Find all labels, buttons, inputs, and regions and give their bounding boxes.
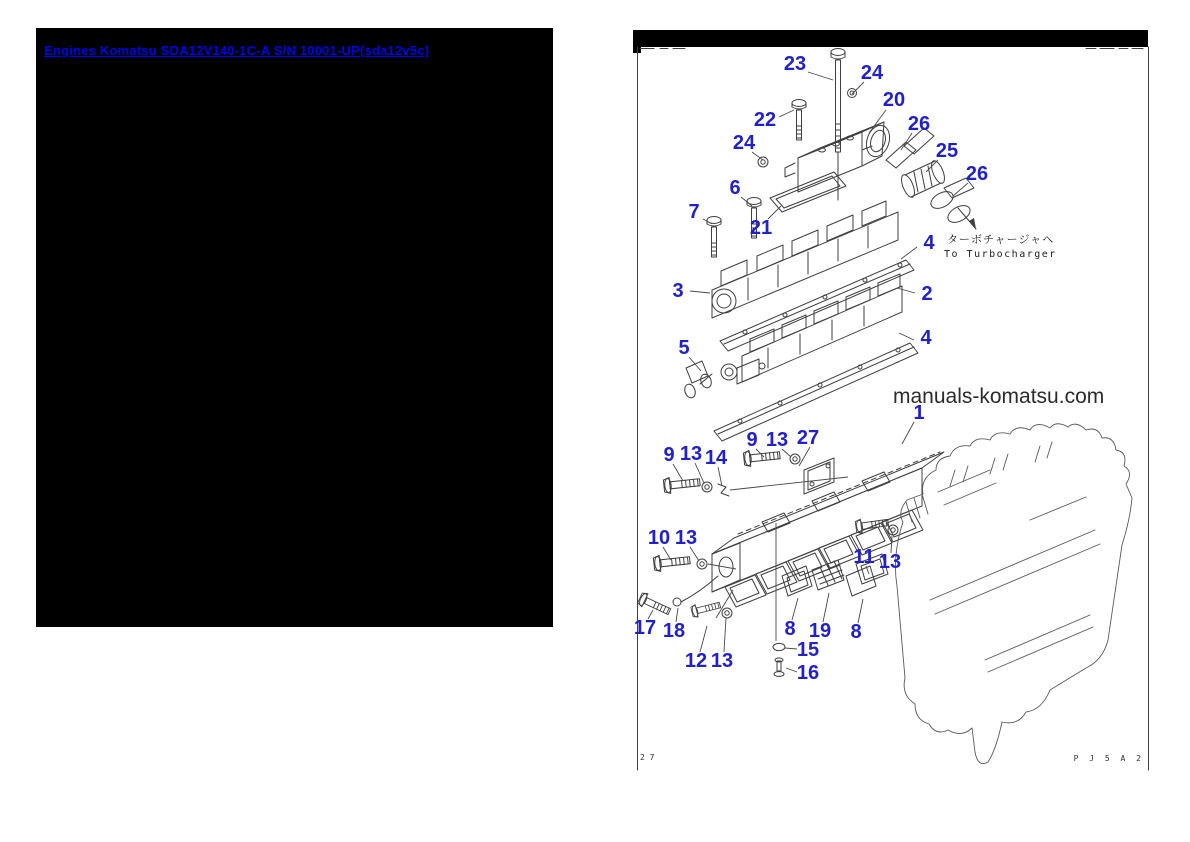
callout-17[interactable]: 17 bbox=[633, 617, 657, 639]
callout-13[interactable]: 13 bbox=[878, 551, 902, 573]
callout-13[interactable]: 13 bbox=[710, 650, 734, 672]
manual-link[interactable]: Engines Komatsu SDA12V140-1C-A S/N 10001-UP(sda12v5c) bbox=[44, 43, 430, 58]
callout-14[interactable]: 14 bbox=[704, 447, 728, 469]
callout-26[interactable]: 26 bbox=[965, 163, 989, 185]
callout-24[interactable]: 24 bbox=[732, 132, 756, 154]
callout-leader-12 bbox=[700, 626, 707, 652]
callout-13[interactable]: 13 bbox=[679, 443, 703, 465]
intake-port bbox=[725, 575, 766, 607]
callout-6[interactable]: 6 bbox=[729, 177, 741, 199]
callout-9[interactable]: 9 bbox=[663, 444, 675, 466]
callout-leader-8 bbox=[858, 599, 863, 623]
part-13-washer bbox=[790, 454, 800, 464]
part-24-washer-right bbox=[848, 89, 857, 98]
part-13-washer bbox=[722, 608, 732, 618]
doc-code: P J 5 A 2 bbox=[1073, 754, 1144, 763]
callout-11[interactable]: 11 bbox=[853, 546, 875, 568]
part-12-bolt bbox=[690, 599, 721, 618]
callout-19[interactable]: 19 bbox=[808, 620, 832, 642]
callout-leader-27 bbox=[799, 447, 810, 466]
callout-15[interactable]: 15 bbox=[796, 639, 820, 661]
callout-7[interactable]: 7 bbox=[688, 201, 700, 223]
callout-leader-8 bbox=[792, 598, 798, 620]
callout-leader-3 bbox=[690, 291, 710, 293]
callout-25[interactable]: 25 bbox=[935, 140, 959, 162]
callout-leader-9 bbox=[673, 464, 683, 481]
callout-layer bbox=[634, 53, 988, 684]
callout-leader-1 bbox=[902, 422, 914, 444]
callout-8[interactable]: 8 bbox=[784, 618, 796, 640]
part-5-bracket bbox=[683, 361, 713, 399]
page-number: 2 7 bbox=[640, 753, 655, 762]
diagram-top-bar bbox=[633, 30, 1148, 47]
part-17-bolt bbox=[637, 591, 672, 618]
callout-24[interactable]: 24 bbox=[860, 62, 884, 84]
callout-16[interactable]: 16 bbox=[796, 662, 820, 684]
watermark: manuals-komatsu.com bbox=[893, 385, 1105, 408]
callout-22[interactable]: 22 bbox=[753, 109, 777, 131]
turbo-note-jp: ターボチャージャヘ bbox=[947, 233, 1055, 246]
callout-20[interactable]: 20 bbox=[882, 89, 906, 111]
part-9-bolt-left bbox=[663, 474, 700, 494]
callout-12[interactable]: 12 bbox=[684, 650, 708, 672]
callout-8[interactable]: 8 bbox=[850, 621, 862, 643]
callout-10[interactable]: 10 bbox=[647, 527, 671, 549]
callout-27[interactable]: 27 bbox=[796, 427, 820, 449]
callout-leader-19 bbox=[823, 593, 829, 622]
callout-leader-2 bbox=[897, 288, 915, 293]
part-14-clip bbox=[718, 484, 729, 496]
callout-21[interactable]: 21 bbox=[749, 217, 773, 239]
callout-9[interactable]: 9 bbox=[746, 429, 758, 451]
callout-3[interactable]: 3 bbox=[672, 280, 684, 302]
callout-leader-14 bbox=[718, 467, 722, 486]
turbo-note-en: To Turbocharger bbox=[944, 249, 1057, 260]
callout-26[interactable]: 26 bbox=[907, 113, 931, 135]
callout-23[interactable]: 23 bbox=[783, 53, 807, 75]
part-16-bolt bbox=[774, 658, 784, 676]
engine-block-outline bbox=[895, 424, 1132, 764]
callout-13[interactable]: 13 bbox=[765, 429, 789, 451]
callout-4[interactable]: 4 bbox=[923, 232, 935, 254]
callout-5[interactable]: 5 bbox=[678, 337, 690, 359]
callout-leader-23 bbox=[808, 72, 833, 80]
callout-leader-16 bbox=[786, 668, 797, 672]
callout-4[interactable]: 4 bbox=[920, 327, 932, 349]
callout-leader-13 bbox=[690, 547, 699, 561]
part-24-washer-left bbox=[758, 157, 768, 167]
part-13-washer bbox=[702, 482, 712, 492]
part-1-intake-manifold bbox=[712, 452, 944, 592]
part-21-gasket bbox=[770, 172, 846, 212]
turbo-arrow bbox=[958, 208, 976, 229]
callout-leader-5 bbox=[689, 357, 701, 371]
part-15-plug bbox=[773, 643, 785, 650]
callout-leader-4 bbox=[899, 333, 914, 340]
part-10-bolt bbox=[653, 552, 690, 572]
part-27-connector bbox=[804, 458, 834, 494]
callout-leader-15 bbox=[785, 648, 797, 649]
callout-leader-22 bbox=[779, 110, 794, 117]
callout-13[interactable]: 13 bbox=[674, 527, 698, 549]
callout-1[interactable]: 1 bbox=[913, 402, 925, 424]
callout-18[interactable]: 18 bbox=[662, 620, 686, 642]
part-18-clip bbox=[673, 576, 718, 606]
callout-2[interactable]: 2 bbox=[921, 283, 933, 305]
part-22-bolt bbox=[792, 100, 806, 141]
callout-leader-13 bbox=[724, 618, 726, 652]
callout-leader-4 bbox=[901, 247, 917, 259]
part-13-washer bbox=[888, 525, 898, 535]
